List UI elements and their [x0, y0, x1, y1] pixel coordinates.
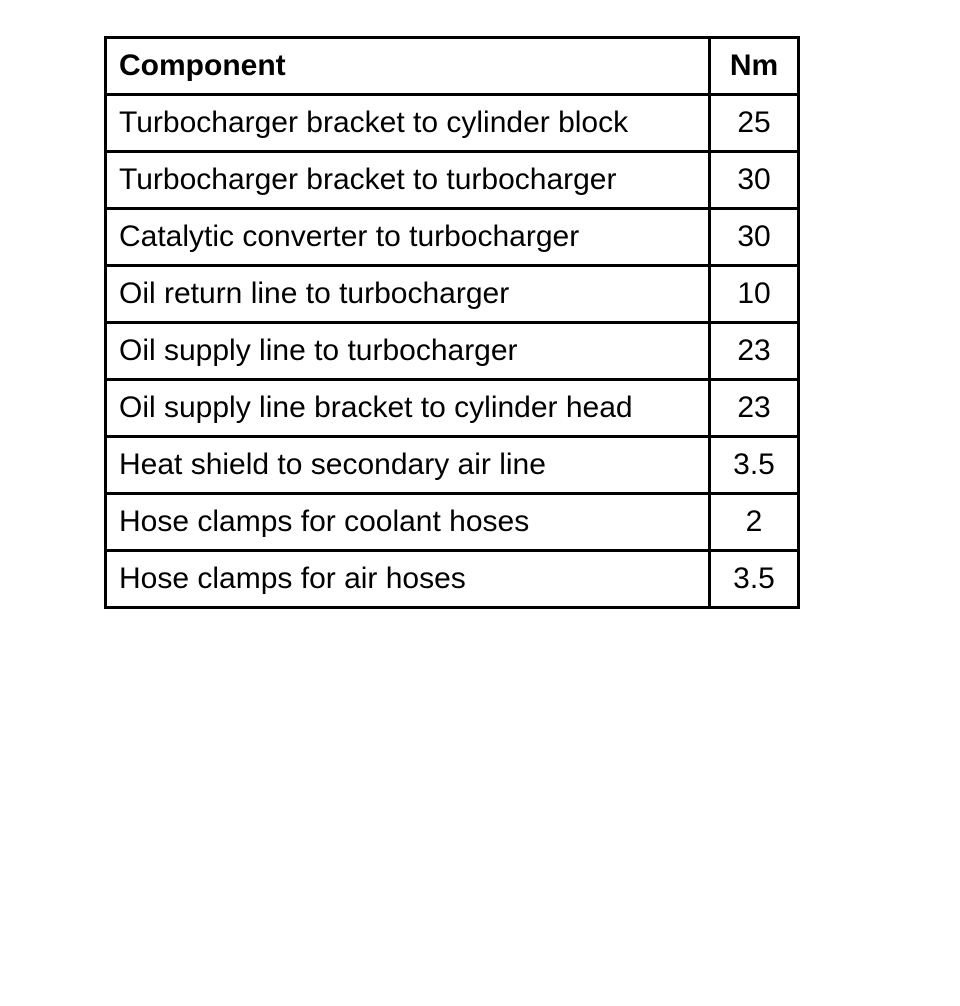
- torque-unit-column-header: Nm: [710, 38, 799, 95]
- table-row: [106, 494, 799, 551]
- component-cell: Oil return line to turbocharger: [106, 266, 710, 323]
- component-cell: Hose clamps for coolant hoses: [106, 494, 710, 551]
- table-row: [106, 152, 799, 209]
- component-cell: Oil supply line to turbocharger: [106, 323, 710, 380]
- component-cell: Hose clamps for air hoses: [106, 551, 710, 608]
- torque-value-cell: 23: [710, 380, 799, 437]
- table-row: [106, 266, 799, 323]
- torque-value-cell: 25: [710, 95, 799, 152]
- component-column-header: Component: [106, 38, 710, 95]
- table-row: [106, 380, 799, 437]
- table-row: [106, 323, 799, 380]
- torque-specifications-table: [104, 36, 800, 609]
- torque-value-cell: 3.5: [710, 551, 799, 608]
- component-cell: Catalytic converter to turbocharger: [106, 209, 710, 266]
- component-cell: Oil supply line bracket to cylinder head: [106, 380, 710, 437]
- table-row: [106, 437, 799, 494]
- component-cell: Turbocharger bracket to cylinder block: [106, 95, 710, 152]
- table-row: [106, 95, 799, 152]
- torque-value-cell: 23: [710, 323, 799, 380]
- torque-value-cell: 10: [710, 266, 799, 323]
- torque-value-cell: 2: [710, 494, 799, 551]
- table-row: [106, 209, 799, 266]
- torque-value-cell: 30: [710, 209, 799, 266]
- component-cell: Turbocharger bracket to turbocharger: [106, 152, 710, 209]
- torque-value-cell: 3.5: [710, 437, 799, 494]
- table-header-row: [106, 38, 799, 95]
- torque-value-cell: 30: [710, 152, 799, 209]
- component-cell: Heat shield to secondary air line: [106, 437, 710, 494]
- table-row: [106, 551, 799, 608]
